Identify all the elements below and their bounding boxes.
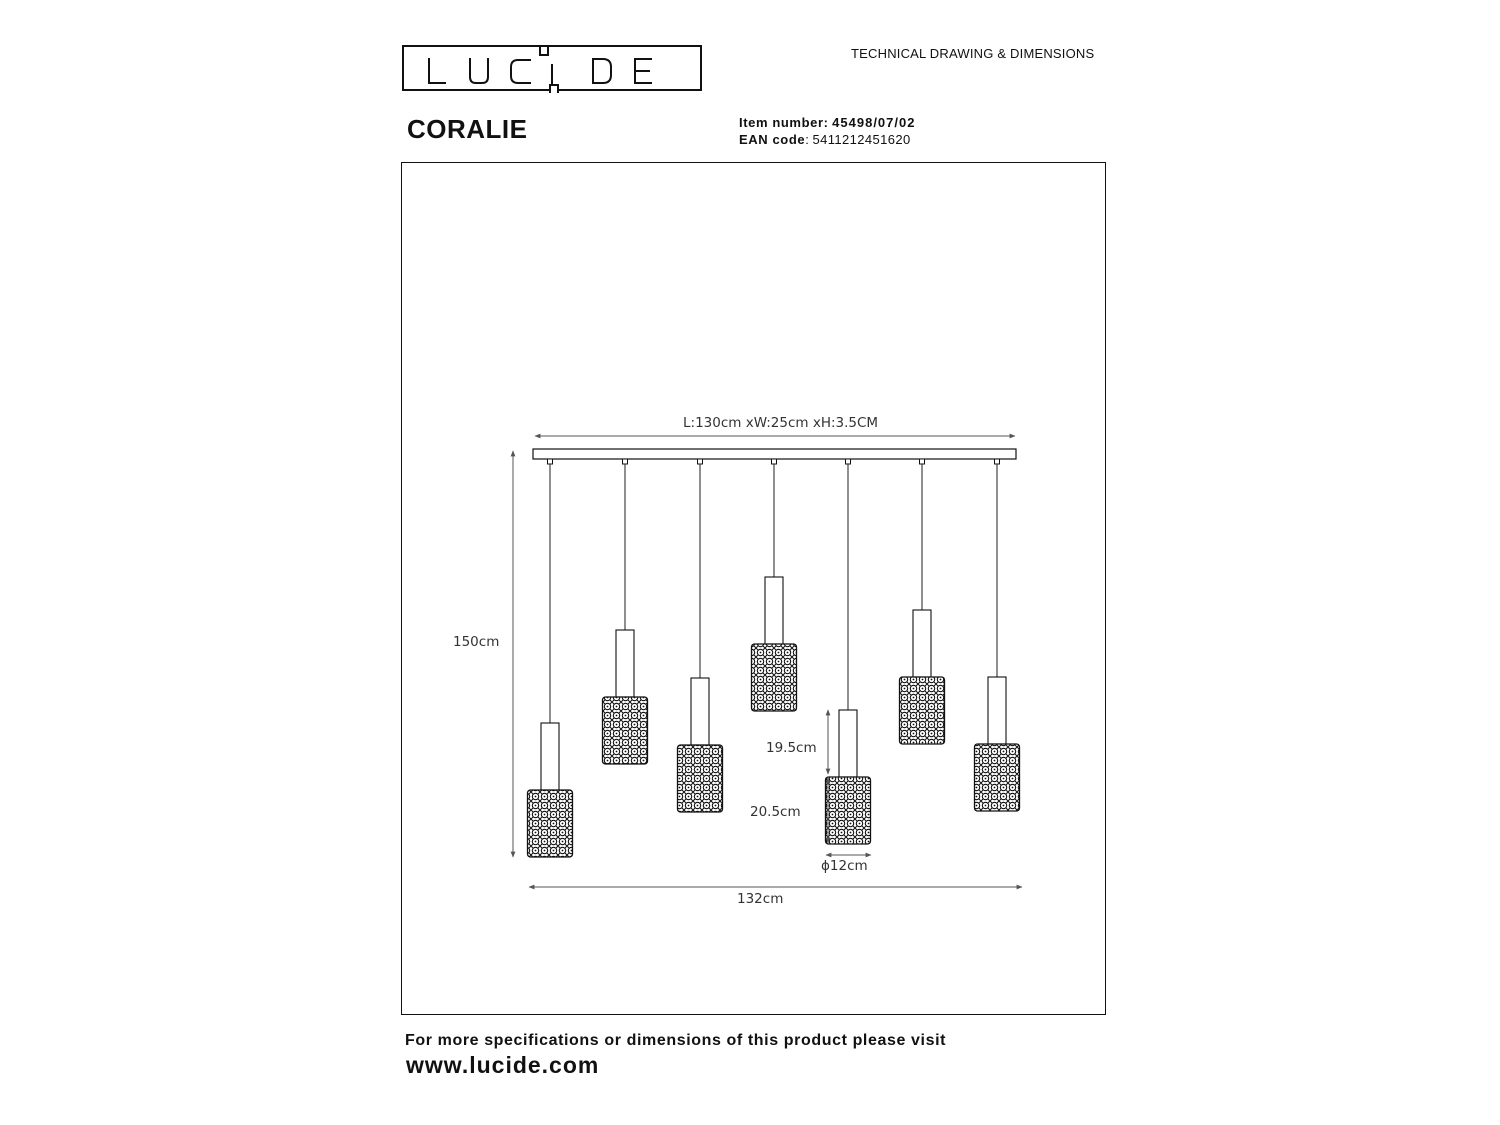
ceiling-mount (846, 459, 851, 464)
pendant-3 (678, 459, 723, 812)
pendants-group (528, 459, 1020, 857)
item-number-label: Item number: (739, 115, 829, 130)
lamp-fitting (541, 723, 559, 790)
lamp-shade (752, 644, 797, 711)
product-name: CORALIE (407, 114, 528, 144)
ean-label: EAN code (739, 132, 806, 147)
pendant-6 (900, 459, 945, 744)
ean-value: 5411212451620 (812, 132, 911, 147)
ceiling-mount (772, 459, 777, 464)
ceiling-mount (698, 459, 703, 464)
lamp-fitting (839, 710, 857, 777)
lamp-shade (900, 677, 945, 744)
ceiling-mount (548, 459, 553, 464)
footer-note: For more specifications or dimensions of this product please visit (405, 1032, 947, 1049)
lamp-shade (975, 744, 1020, 811)
dim-label-fitting: 19.5cm (766, 740, 817, 756)
item-number-value: 45498/07/02 (832, 115, 916, 130)
pendant-2 (603, 459, 648, 764)
dim-label-top: L:130cm xW:25cm xH:3.5CM (683, 415, 879, 431)
ceiling-bar (533, 449, 1016, 459)
lamp-fitting (691, 678, 709, 745)
ean-separator: : (805, 132, 809, 147)
pendant-7 (975, 459, 1020, 811)
dim-label-height: 150cm (453, 634, 500, 650)
pendant-4 (752, 459, 797, 711)
pendant-1 (528, 459, 573, 857)
dim-label-diameter: ϕ12cm (821, 858, 868, 874)
lamp-shade (603, 697, 648, 764)
lamp-fitting (913, 610, 931, 677)
lamp-fitting (988, 677, 1006, 744)
pendant-5 (826, 459, 871, 844)
dim-label-shade: 20.5cm (750, 804, 801, 820)
ceiling-mount (920, 459, 925, 464)
ceiling-mount (995, 459, 1000, 464)
footer-url[interactable]: www.lucide.com (406, 1052, 600, 1078)
lamp-shade (678, 745, 723, 812)
ceiling-mount (623, 459, 628, 464)
lamp-shade (826, 777, 871, 844)
document-type: TECHNICAL DRAWING & DIMENSIONS (851, 46, 1095, 61)
lamp-shade (528, 790, 573, 857)
lamp-fitting (765, 577, 783, 644)
dim-label-total-width: 132cm (737, 891, 784, 907)
lamp-fitting (616, 630, 634, 697)
